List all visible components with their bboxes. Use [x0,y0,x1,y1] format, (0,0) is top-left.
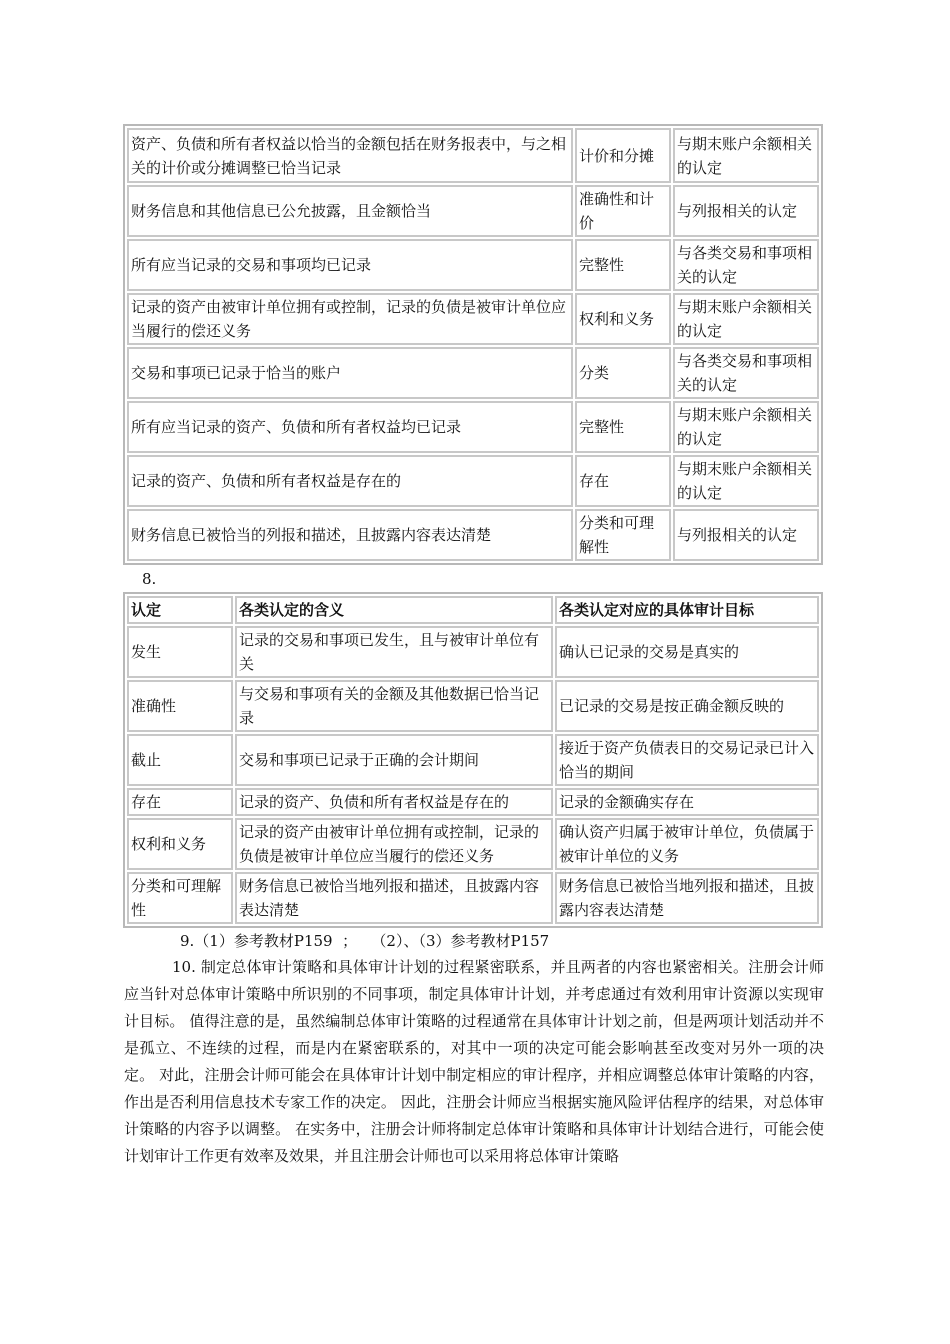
assertion-cell: 分类和可理解性 [575,509,671,561]
table-row [127,734,819,786]
assertion-cell: 分类和可理解性 [127,872,233,924]
meaning-cell: 资产、负债和所有者权益以恰当的金额包括在财务报表中，与之相关的计价或分摊调整已恰当记录 [127,128,573,183]
header-meaning: 各类认定的含义 [235,596,553,624]
category-cell: 与各类交易和事项相关的认定 [673,239,819,291]
category-cell: 与列报相关的认定 [673,509,819,561]
objective-cell: 已记录的交易是按正确金额反映的 [555,680,819,732]
header-assertion: 认定 [127,596,233,624]
category-cell: 与各类交易和事项相关的认定 [673,347,819,399]
table-row [127,293,819,345]
meaning-cell: 记录的资产、负债和所有者权益是存在的 [127,455,573,507]
table-row [127,626,819,678]
meaning-cell: 财务信息已被恰当地列报和描述，且披露内容表达清楚 [235,872,553,924]
table-row [127,872,819,924]
table-row [127,185,819,237]
objective-cell: 确认资产归属于被审计单位，负债属于被审计单位的义务 [555,818,819,870]
assertion-cell: 完整性 [575,401,671,453]
objective-cell: 财务信息已被恰当地列报和描述，且披露内容表达清楚 [555,872,819,924]
category-cell: 与期末账户余额相关的认定 [673,401,819,453]
table-row [127,680,819,732]
table-header-row [127,596,819,624]
meaning-cell: 交易和事项已记录于恰当的账户 [127,347,573,399]
assertions-table-continued [123,124,823,565]
objective-cell: 记录的金额确实存在 [555,788,819,816]
meaning-cell: 记录的资产、负债和所有者权益是存在的 [235,788,553,816]
table-row [127,128,819,183]
table-row [127,509,819,561]
header-objective: 各类认定对应的具体审计目标 [555,596,819,624]
meaning-cell: 所有应当记录的交易和事项均已记录 [127,239,573,291]
assertion-cell: 截止 [127,734,233,786]
meaning-cell: 财务信息已被恰当的列报和描述，且披露内容表达清楚 [127,509,573,561]
table-row [127,401,819,453]
table-row [127,788,819,816]
category-cell: 与列报相关的认定 [673,185,819,237]
assertion-cell: 准确性 [127,680,233,732]
item-10-paragraph: 10. 制定总体审计策略和具体审计计划的过程紧密联系，并且两者的内容也紧密相关。注册会计师应当针对总体审计策略中所识别的不同事项，制定具体审计计划，并考虑通过有效利用审计资源以实现审计目标。 值得注意的是，虽然编制总体审计策略的过程通常在具体审计计划之前，但是两项计划活动并不是孤立、不连续的过程，而是内在紧密联系的，对其中一项的决定可能会影响甚至改变对另外一项的决定。 对此，注册会计师可能会在具体审计计划中制定相应的审计程序，并相应调整总体审计策略的内容，作出是否利用信息技术专家工作的决定。 因此，注册会计师应当根据实施风险评估程序的结果，对总体审计策略的内容予以调整。 在实务中，注册会计师将制定总体审计策略和具体审计计划结合进行，可能会使计划审计工作更有效率及效果，并且注册会计师也可以采用将总体审计策略 [124,958,824,1165]
assertion-cell: 准确性和计价 [575,185,671,237]
assertion-cell: 计价和分摊 [575,128,671,183]
item-9-reference: 9.（1）参考教材P159 ； （2）、（3）参考教材P157 [180,932,550,950]
assertion-cell: 权利和义务 [127,818,233,870]
assertion-cell: 权利和义务 [575,293,671,345]
objective-cell: 确认已记录的交易是真实的 [555,626,819,678]
table-row [127,347,819,399]
assertion-cell: 完整性 [575,239,671,291]
meaning-cell: 与交易和事项有关的金额及其他数据已恰当记录 [235,680,553,732]
category-cell: 与期末账户余额相关的认定 [673,128,819,183]
table-row [127,239,819,291]
assertion-objectives-table [123,592,823,928]
assertion-cell: 分类 [575,347,671,399]
meaning-cell: 财务信息和其他信息已公允披露，且金额恰当 [127,185,573,237]
table-row [127,455,819,507]
objective-cell: 接近于资产负债表日的交易记录已计入恰当的期间 [555,734,819,786]
assertion-cell: 存在 [127,788,233,816]
meaning-cell: 记录的资产由被审计单位拥有或控制，记录的负债是被审计单位应当履行的偿还义务 [235,818,553,870]
assertion-cell: 存在 [575,455,671,507]
item-label-8: 8. [142,570,157,588]
category-cell: 与期末账户余额相关的认定 [673,293,819,345]
meaning-cell: 记录的资产由被审计单位拥有或控制，记录的负债是被审计单位应当履行的偿还义务 [127,293,573,345]
meaning-cell: 交易和事项已记录于正确的会计期间 [235,734,553,786]
meaning-cell: 所有应当记录的资产、负债和所有者权益均已记录 [127,401,573,453]
category-cell: 与期末账户余额相关的认定 [673,455,819,507]
meaning-cell: 记录的交易和事项已发生，且与被审计单位有关 [235,626,553,678]
assertion-cell: 发生 [127,626,233,678]
table-row [127,818,819,870]
